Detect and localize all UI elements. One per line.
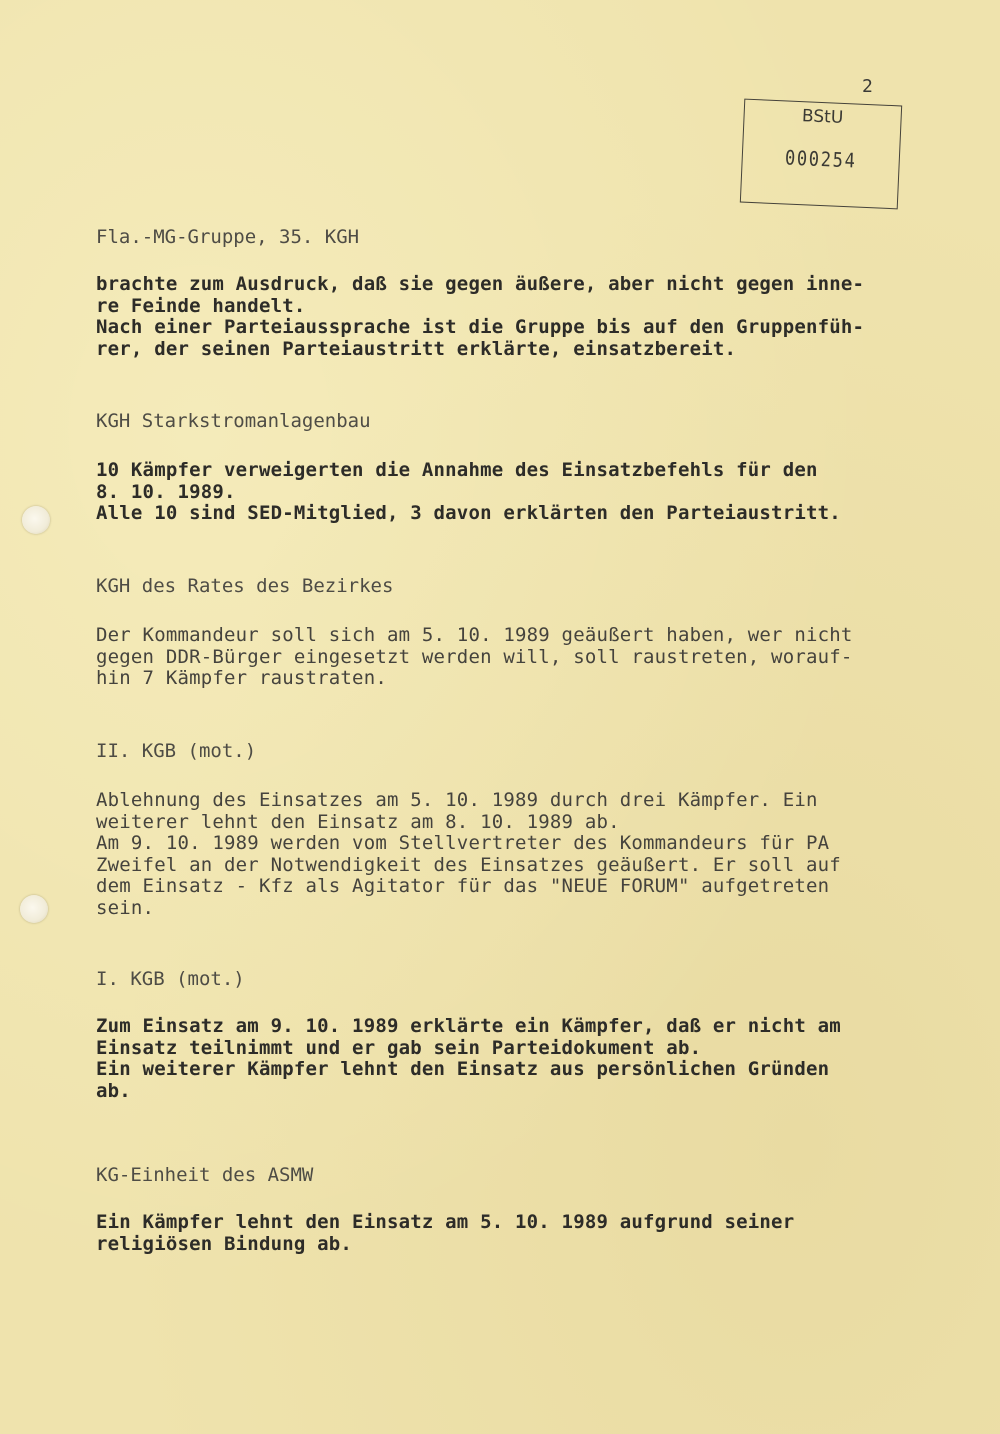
paragraph-line: ab.	[96, 1079, 131, 1102]
paragraph-line: religiösen Bindung ab.	[96, 1232, 353, 1255]
archive-stamp	[740, 99, 902, 210]
paragraph-line: sein.	[96, 896, 155, 919]
section-starkstromanlagenbau	[96, 410, 936, 432]
page-number: 2	[862, 76, 873, 97]
section-starkstromanlagenbau-body	[96, 460, 936, 525]
section-fla-mg-gruppe	[96, 226, 936, 248]
section-asmw	[96, 1164, 936, 1186]
section-asmw-body	[96, 1212, 936, 1255]
paragraph-line: gegen DDR-Bürger eingesetzt werden will, soll raustreten, worauf-	[96, 645, 853, 668]
section-heading: KG-Einheit des ASMW	[96, 1164, 314, 1186]
paragraph-line: dem Einsatz - Kfz als Agitator für das "NEUE FORUM" aufgetreten	[96, 875, 830, 897]
section-ii-kgb	[96, 740, 936, 762]
paragraph-line: Ein Kämpfer lehnt den Einsatz am 5. 10. 1989 aufgrund seiner	[96, 1211, 795, 1233]
paragraph-line: 8. 10. 1989.	[96, 480, 236, 503]
section-i-kgb	[96, 968, 936, 990]
paragraph-line: Alle 10 sind SED-Mitglied, 3 davon erklärten den Parteiaustritt.	[96, 502, 841, 524]
paragraph-line: Ablehnung des Einsatzes am 5. 10. 1989 durch drei Kämpfer. Ein	[96, 789, 818, 811]
punch-hole-top	[22, 506, 50, 534]
paragraph-line: brachte zum Ausdruck, daß sie gegen äußere, aber nicht gegen inne-	[96, 273, 865, 295]
section-ii-kgb-body	[96, 790, 936, 919]
section-rates-des-bezirkes	[96, 575, 936, 597]
section-heading: KGH Starkstromanlagenbau	[96, 410, 371, 432]
section-heading: I. KGB (mot.)	[96, 968, 245, 990]
paragraph-line: Zum Einsatz am 9. 10. 1989 erklärte ein Kämpfer, daß er nicht am	[96, 1015, 841, 1037]
section-heading: KGH des Rates des Bezirkes	[96, 575, 394, 597]
paragraph-line: Zweifel an der Notwendigkeit des Einsatzes geäußert. Er soll auf	[96, 853, 841, 876]
paragraph-line: hin 7 Kämpfer raustraten.	[96, 667, 387, 689]
paragraph-line: rer, der seinen Parteiaustritt erklärte, einsatzbereit.	[96, 337, 737, 360]
punch-hole-bottom	[20, 895, 48, 923]
section-i-kgb-body	[96, 1016, 936, 1102]
stamp-label: BStU	[801, 106, 844, 128]
paragraph-line: Ein weiterer Kämpfer lehnt den Einsatz aus persönlichen Gründen	[96, 1058, 830, 1080]
paragraph-line: re Feinde handelt.	[96, 294, 306, 317]
section-heading: II. KGB (mot.)	[96, 740, 257, 762]
section-rates-des-bezirkes-body	[96, 625, 936, 690]
paragraph-line: Am 9. 10. 1989 werden vom Stellvertreter des Kommandeurs für PA	[96, 832, 830, 854]
stamp-number: 000254	[784, 145, 858, 173]
paragraph-line: Einsatz teilnimmt und er gab sein Parteidokument ab.	[96, 1036, 702, 1059]
paragraph-line: Der Kommandeur soll sich am 5. 10. 1989 geäußert haben, wer nicht	[96, 624, 853, 646]
section-heading: Fla.-MG-Gruppe, 35. KGH	[96, 226, 360, 248]
paragraph-line: weiterer lehnt den Einsatz am 8. 10. 1989 ab.	[96, 810, 620, 833]
paragraph-line: 10 Kämpfer verweigerten die Annahme des Einsatzbefehls für den	[96, 459, 818, 481]
section-fla-mg-gruppe-body	[96, 274, 936, 360]
paragraph-line: Nach einer Parteiaussprache ist die Gruppe bis auf den Gruppenfüh-	[96, 316, 865, 338]
